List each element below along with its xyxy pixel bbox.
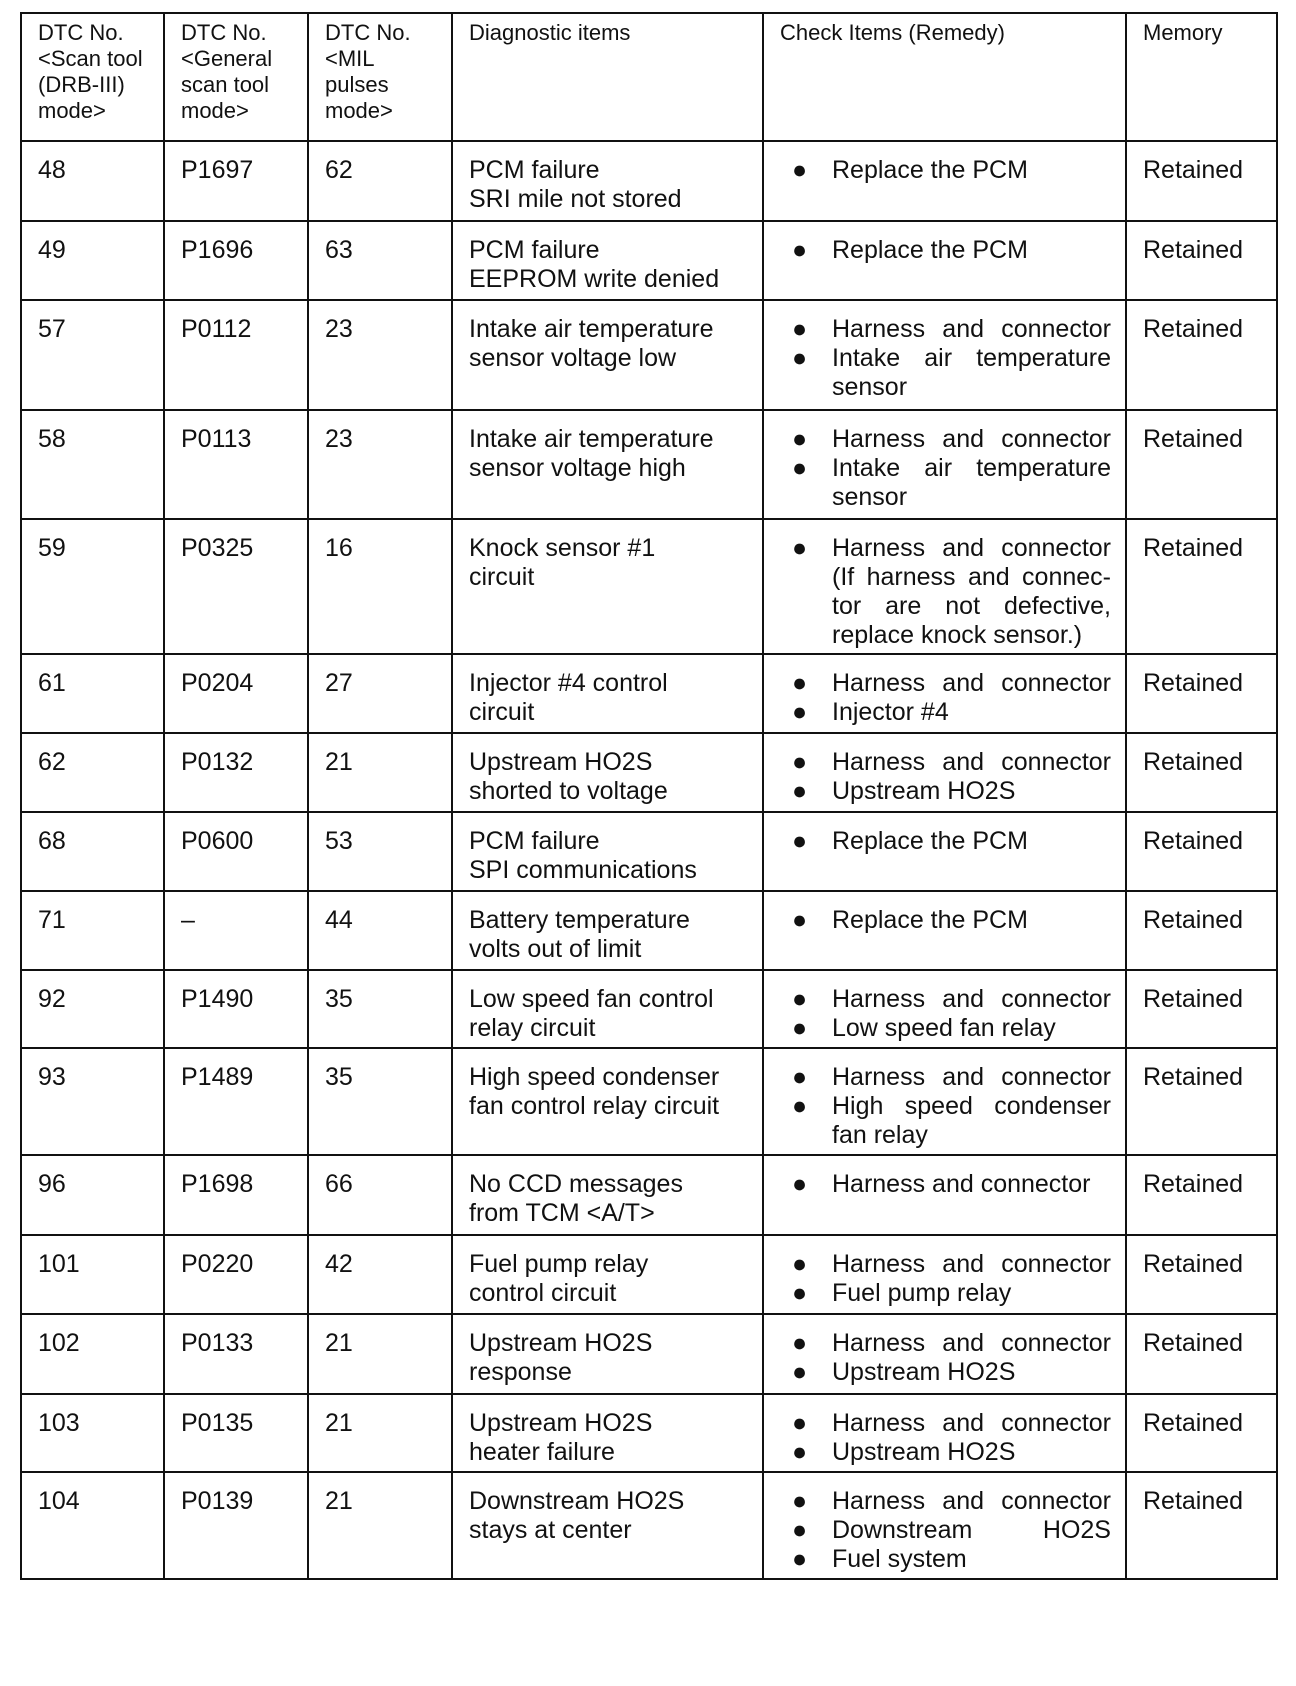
diagnostic-line: Fuel pump relay [469,1250,649,1278]
check-item-list [780,906,1111,935]
cell-scan-tool-code: 62 [21,733,164,812]
check-item-text: Harness and connector [832,534,1111,562]
diagnostic-line: No CCD messages [469,1170,683,1198]
check-item-text: Harness and connector [832,748,1111,776]
cell-general-scan-code: P0139 [164,1472,308,1579]
bullet-icon: ● [792,1063,808,1091]
cell-mil-pulses-code: 35 [308,970,452,1048]
cell-scan-tool-code: 71 [21,891,164,970]
check-item-text: Intake air temperature sensor [832,454,1111,511]
check-item [780,1358,1111,1387]
cell-check-items [763,1155,1126,1235]
cell-general-scan-code: P0135 [164,1394,308,1472]
cell-mil-pulses-code: 23 [308,300,452,410]
diagnostic-line: heater failure [469,1438,615,1466]
table-row [21,1394,1277,1472]
cell-mil-pulses-code: 66 [308,1155,452,1235]
cell-mil-pulses-code: 35 [308,1048,452,1155]
diagnostic-line: Battery temperature [469,906,690,934]
bullet-icon: ● [792,985,808,1013]
bullet-icon: ● [792,1092,808,1120]
check-item-text: Upstream HO2S [832,1438,1016,1466]
diagnostic-line: relay circuit [469,1014,596,1042]
cell-memory: Retained [1126,812,1277,891]
table-row [21,654,1277,733]
cell-general-scan-code: P1698 [164,1155,308,1235]
cell-diagnostic-items [452,1048,763,1155]
bullet-icon: ● [792,344,808,372]
cell-memory: Retained [1126,1048,1277,1155]
bullet-icon: ● [792,1014,808,1042]
cell-memory: Retained [1126,733,1277,812]
cell-diagnostic-items [452,1235,763,1314]
cell-mil-pulses-code: 23 [308,410,452,519]
cell-general-scan-code: P1490 [164,970,308,1048]
cell-general-scan-code: P1697 [164,141,308,221]
cell-check-items [763,410,1126,519]
table-row [21,891,1277,970]
cell-check-items [763,1048,1126,1155]
bullet-icon: ● [792,748,808,776]
bullet-icon: ● [792,1516,808,1544]
cell-memory: Retained [1126,654,1277,733]
check-item [780,454,1111,512]
cell-diagnostic-items [452,654,763,733]
check-item-text: Replace the PCM [832,156,1028,184]
check-item-list [780,534,1111,650]
check-item-list [780,985,1111,1043]
diagnostic-line: Upstream HO2S [469,1409,653,1437]
bullet-icon: ● [792,1250,808,1278]
cell-memory: Retained [1126,410,1277,519]
table-row [21,812,1277,891]
cell-general-scan-code: P0133 [164,1314,308,1394]
bullet-icon: ● [792,1170,808,1198]
check-item [780,1409,1111,1438]
check-item-text: High speed condenser fan relay [832,1092,1111,1149]
cell-memory: Retained [1126,1314,1277,1394]
cell-check-items [763,1472,1126,1579]
check-item [780,777,1111,806]
diagnostic-line: from TCM <A/T> [469,1199,655,1227]
bullet-icon: ● [792,315,808,343]
cell-scan-tool-code: 102 [21,1314,164,1394]
bullet-icon: ● [792,1438,808,1466]
check-item-list [780,1409,1111,1467]
check-item-text: Harness and connector [832,1063,1111,1091]
cell-mil-pulses-code: 21 [308,1472,452,1579]
cell-check-items [763,221,1126,300]
cell-diagnostic-items [452,1314,763,1394]
cell-mil-pulses-code: 63 [308,221,452,300]
diagnostic-line: Intake air temperature [469,425,714,453]
table-row [21,1314,1277,1394]
bullet-icon: ● [792,698,808,726]
check-item-text: Upstream HO2S [832,777,1016,805]
check-item [780,1063,1111,1092]
diagnostic-line: EEPROM write denied [469,265,720,293]
bullet-icon: ● [792,236,808,264]
check-item-list [780,156,1111,185]
diagnostic-line: PCM failure [469,827,600,855]
bullet-icon: ● [792,1329,808,1357]
bullet-icon: ● [792,1487,808,1515]
table-row [21,410,1277,519]
cell-general-scan-code: P0132 [164,733,308,812]
diagnostic-line: Low speed fan control [469,985,714,1013]
cell-scan-tool-code: 48 [21,141,164,221]
check-item-list [780,1329,1111,1387]
diagnostic-line: Upstream HO2S [469,1329,653,1357]
header-memory: Memory [1126,13,1277,141]
table-row [21,970,1277,1048]
header-row [21,13,1277,141]
table-row [21,221,1277,300]
diagnostic-line: Knock sensor #1 [469,534,656,562]
check-item [780,425,1111,454]
bullet-icon: ● [792,777,808,805]
check-item [780,827,1111,856]
cell-general-scan-code: P1696 [164,221,308,300]
cell-scan-tool-code: 61 [21,654,164,733]
cell-check-items [763,891,1126,970]
cell-scan-tool-code: 92 [21,970,164,1048]
diagnostic-line: SRI mile not stored [469,185,682,213]
table-row [21,1048,1277,1155]
diagnostic-line: Injector #4 control [469,669,668,697]
check-item-note: (If harness and connec-tor are not defective, replace knock sensor.) [832,563,1111,649]
cell-check-items [763,1314,1126,1394]
cell-check-items [763,970,1126,1048]
header-mil-pulses: DTC No. <MIL pulses mode> [308,13,452,141]
cell-check-items [763,141,1126,221]
cell-mil-pulses-code: 21 [308,1314,452,1394]
table-row [21,141,1277,221]
check-item-text: Fuel system [832,1545,967,1573]
check-item [780,906,1111,935]
table-row [21,1472,1277,1579]
cell-memory: Retained [1126,891,1277,970]
header-check-items: Check Items (Remedy) [763,13,1126,141]
cell-memory: Retained [1126,1235,1277,1314]
diagnostic-line: circuit [469,698,535,726]
cell-scan-tool-code: 58 [21,410,164,519]
cell-check-items [763,519,1126,654]
cell-mil-pulses-code: 27 [308,654,452,733]
check-item [780,1014,1111,1043]
check-item-text: Harness and connector [832,985,1111,1013]
cell-mil-pulses-code: 44 [308,891,452,970]
cell-memory: Retained [1126,300,1277,410]
diagnostic-line: SPI communications [469,856,697,884]
check-item-text: Injector #4 [832,698,949,726]
cell-general-scan-code: P0112 [164,300,308,410]
check-item [780,156,1111,185]
bullet-icon: ● [792,827,808,855]
check-item-list [780,1487,1111,1574]
cell-diagnostic-items [452,1155,763,1235]
check-item-text: Harness and connector [832,669,1111,697]
diagnostic-line: control circuit [469,1279,617,1307]
check-item [780,1487,1111,1516]
check-item [780,1250,1111,1279]
table-body [21,141,1277,1579]
cell-diagnostic-items [452,519,763,654]
cell-general-scan-code: P0600 [164,812,308,891]
cell-general-scan-code: P0220 [164,1235,308,1314]
check-item [780,698,1111,727]
check-item [780,985,1111,1014]
check-item-text: Fuel pump relay [832,1279,1012,1307]
check-item [780,1170,1111,1199]
header-scan-tool: DTC No. <Scan tool (DRB-III) mode> [21,13,164,141]
diagnostic-line: sensor voltage high [469,454,686,482]
check-item [780,1516,1111,1545]
cell-scan-tool-code: 68 [21,812,164,891]
check-item [780,315,1111,344]
bullet-icon: ● [792,669,808,697]
cell-scan-tool-code: 57 [21,300,164,410]
check-item-text: Harness and connector [832,1250,1111,1278]
check-item [780,1545,1111,1574]
table-row [21,1155,1277,1235]
cell-memory: Retained [1126,1472,1277,1579]
check-item [780,1092,1111,1150]
check-item-text: Harness and connector [832,1329,1111,1357]
cell-memory: Retained [1126,1394,1277,1472]
check-item-text: Intake air temperature sensor [832,344,1111,401]
cell-scan-tool-code: 96 [21,1155,164,1235]
check-item [780,669,1111,698]
diagnostic-line: PCM failure [469,236,600,264]
cell-general-scan-code: P0204 [164,654,308,733]
check-item [780,534,1111,650]
diagnostic-line: Upstream HO2S [469,748,653,776]
diagnostic-line: PCM failure [469,156,600,184]
diagnostic-line: response [469,1358,572,1386]
cell-diagnostic-items [452,410,763,519]
check-item-text: Replace the PCM [832,236,1028,264]
bullet-icon: ● [792,425,808,453]
check-item [780,344,1111,402]
table-row [21,1235,1277,1314]
check-item-list [780,1250,1111,1308]
cell-diagnostic-items [452,812,763,891]
cell-diagnostic-items [452,1394,763,1472]
cell-scan-tool-code: 93 [21,1048,164,1155]
header-diagnostic-items: Diagnostic items [452,13,763,141]
diagnostic-line: Intake air temperature [469,315,714,343]
check-item-list [780,748,1111,806]
cell-check-items [763,1394,1126,1472]
check-item [780,236,1111,265]
bullet-icon: ● [792,1545,808,1573]
cell-general-scan-code: – [164,891,308,970]
cell-diagnostic-items [452,221,763,300]
cell-scan-tool-code: 49 [21,221,164,300]
bullet-icon: ● [792,1409,808,1437]
cell-mil-pulses-code: 21 [308,733,452,812]
cell-general-scan-code: P1489 [164,1048,308,1155]
diagnostic-line: volts out of limit [469,935,642,963]
cell-memory: Retained [1126,141,1277,221]
cell-diagnostic-items [452,970,763,1048]
check-item [780,1279,1111,1308]
table-row [21,733,1277,812]
cell-scan-tool-code: 103 [21,1394,164,1472]
bullet-icon: ● [792,906,808,934]
check-item-list [780,827,1111,856]
check-item-text: Upstream HO2S [832,1358,1016,1386]
diagnostic-line: stays at center [469,1516,632,1544]
diagnostic-line: shorted to voltage [469,777,668,805]
header-general-scan: DTC No. <General scan tool mode> [164,13,308,141]
check-item-text: Harness and connector [832,1170,1091,1198]
cell-general-scan-code: P0113 [164,410,308,519]
cell-diagnostic-items [452,733,763,812]
cell-scan-tool-code: 59 [21,519,164,654]
check-item [780,748,1111,777]
bullet-icon: ● [792,156,808,184]
check-item [780,1438,1111,1467]
bullet-icon: ● [792,1279,808,1307]
diagnostic-line: fan control relay circuit [469,1092,720,1120]
check-item-text: Harness and connector [832,1409,1111,1437]
cell-diagnostic-items [452,1472,763,1579]
table-row [21,300,1277,410]
check-item-text: Low speed fan relay [832,1014,1056,1042]
cell-memory: Retained [1126,970,1277,1048]
cell-diagnostic-items [452,300,763,410]
cell-memory: Retained [1126,1155,1277,1235]
cell-mil-pulses-code: 16 [308,519,452,654]
cell-check-items [763,300,1126,410]
check-item-text: Harness and connector [832,1487,1111,1515]
cell-mil-pulses-code: 21 [308,1394,452,1472]
check-item-list [780,1170,1111,1199]
diagnostic-line: circuit [469,563,535,591]
bullet-icon: ● [792,454,808,482]
diagnostic-line: High speed condenser [469,1063,720,1091]
check-item-list [780,236,1111,265]
cell-diagnostic-items [452,891,763,970]
check-item [780,1329,1111,1358]
cell-check-items [763,1235,1126,1314]
cell-memory: Retained [1126,221,1277,300]
check-item-list [780,425,1111,512]
cell-mil-pulses-code: 62 [308,141,452,221]
check-item-list [780,669,1111,727]
cell-check-items [763,654,1126,733]
cell-diagnostic-items [452,141,763,221]
dtc-table [20,12,1278,1580]
table-row [21,519,1277,654]
check-item-list [780,315,1111,402]
cell-scan-tool-code: 101 [21,1235,164,1314]
diagnostic-line: Downstream HO2S [469,1487,685,1515]
check-item-text: Replace the PCM [832,827,1028,855]
cell-mil-pulses-code: 42 [308,1235,452,1314]
check-item-text: Harness and connector [832,315,1111,343]
check-item-list [780,1063,1111,1150]
check-item-text: Downstream HO2S [832,1516,1111,1544]
diagnostic-line: sensor voltage low [469,344,677,372]
check-item-text: Harness and connector [832,425,1111,453]
cell-check-items [763,733,1126,812]
cell-memory: Retained [1126,519,1277,654]
bullet-icon: ● [792,1358,808,1386]
cell-check-items [763,812,1126,891]
cell-scan-tool-code: 104 [21,1472,164,1579]
check-item-text: Replace the PCM [832,906,1028,934]
cell-mil-pulses-code: 53 [308,812,452,891]
bullet-icon: ● [792,534,808,562]
cell-general-scan-code: P0325 [164,519,308,654]
